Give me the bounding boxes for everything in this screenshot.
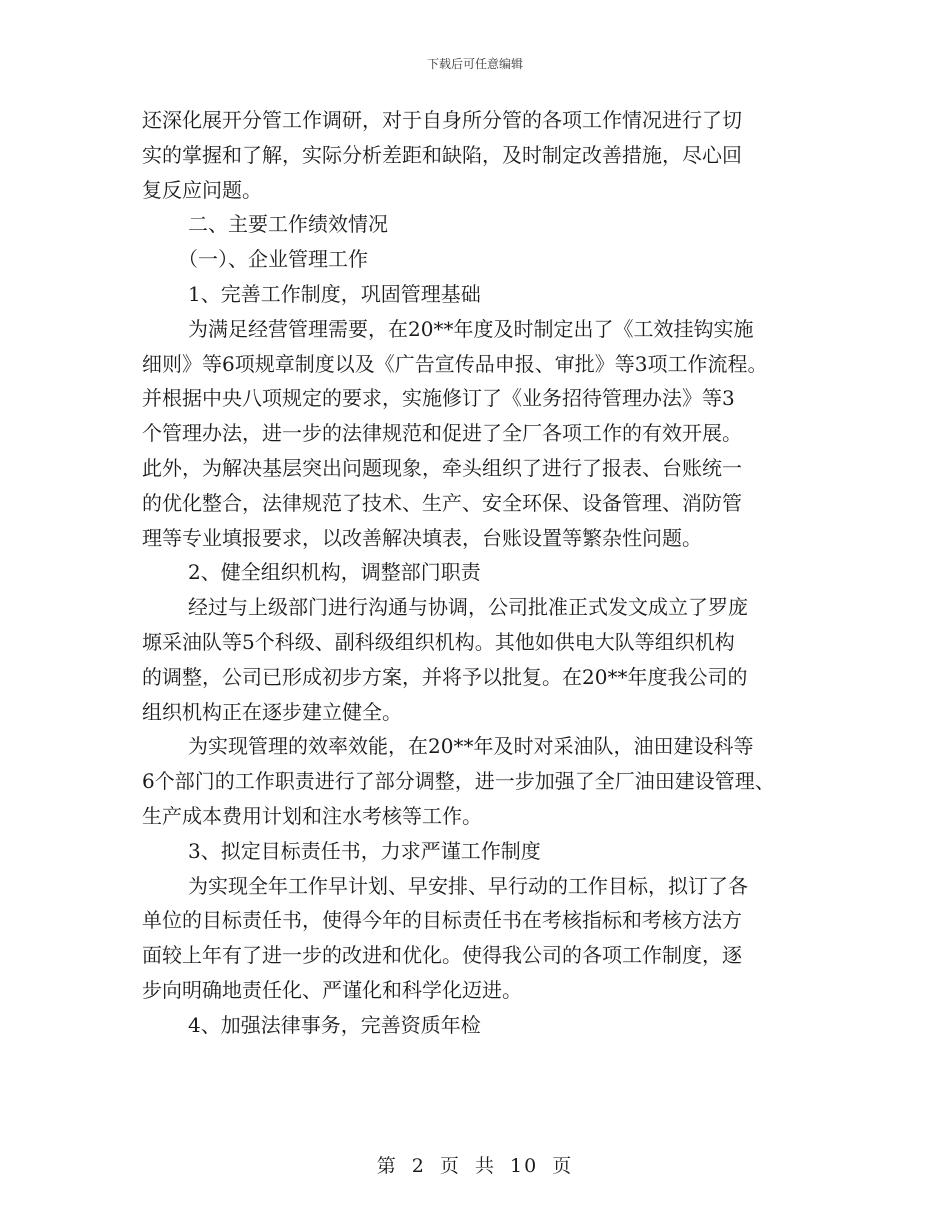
paragraph-line: 细则》等6项规章制度以及《广告宣传品申报、审批》等3项工作流程。: [142, 351, 768, 376]
subsection-heading: （一）、企业管理工作: [178, 247, 368, 272]
item-heading: 1、完善工作制度，巩固管理基础: [188, 281, 481, 306]
page-footer: [0, 1151, 950, 1178]
document-body: [142, 103, 842, 1043]
paragraph-line: 经过与上级部门进行沟通与协调，公司批准正式发文成立了罗庞: [188, 595, 748, 620]
footer-di: 第: [376, 1155, 398, 1177]
paragraph-line: 实的掌握和了解，实际分析差距和缺陷，及时制定改善措施，尽心回: [142, 142, 742, 167]
footer-gong: 共: [474, 1155, 496, 1177]
paragraph-line: 理等专业填报要求，以改善解决填表，台账设置等繁杂性问题。: [142, 525, 702, 550]
footer-ye: 页: [439, 1155, 461, 1177]
paragraph-line: 还深化展开分管工作调研，对于自身所分管的各项工作情况进行了切: [142, 108, 742, 132]
paragraph-line: 为满足经营管理需要，在20**年度及时制定出了《工效挂钩实施: [188, 316, 754, 341]
paragraph-line: 的优化整合，法律规范了技术、生产、安全环保、设备管理、消防管: [142, 490, 742, 515]
paragraph-line: 为实现全年工作早计划、早安排、早行动的工作目标，拟订了各: [188, 873, 748, 898]
paragraph-line: 的调整，公司已形成初步方案，并将予以批复。在20**年度我公司的: [142, 664, 748, 689]
footer-page-number: 2: [411, 1155, 426, 1177]
paragraph-line: 单位的目标责任书，使得今年的目标责任书在考核指标和考核方法方: [142, 908, 742, 933]
item-heading: 3、拟定目标责任书，力求严谨工作制度: [188, 838, 541, 863]
item-heading: 2、健全组织机构，调整部门职责: [188, 560, 481, 585]
paragraph-line: 并根据中央八项规定的要求，实施修订了《业务招待管理办法》等3: [142, 386, 735, 411]
paragraph-line: 此外，为解决基层突出问题现象，牵头组织了进行了报表、台账统一: [142, 455, 742, 480]
paragraph-line: 复反应问题。: [142, 177, 262, 202]
paragraph-line: 为实现管理的效率效能，在20**年及时对采油队，油田建设科等: [188, 734, 754, 759]
item-heading: 4、加强法律事务，完善资质年检: [188, 1012, 481, 1037]
footer-ye: 页: [552, 1155, 574, 1177]
paragraph-line: 组织机构正在逐步建立健全。: [142, 699, 402, 724]
section-heading: 二、主要工作绩效情况: [188, 212, 388, 237]
paragraph-line: 面较上年有了进一步的改进和优化。使得我公司的各项工作制度，逐: [142, 943, 742, 968]
paragraph-line: 步向明确地责任化、严谨化和科学化迈进。: [142, 977, 522, 1002]
paragraph-line: 个管理办法，进一步的法律规范和促进了全厂各项工作的有效开展。: [142, 421, 742, 446]
footer-total-pages: 10: [510, 1155, 539, 1177]
page-header-note: 下载后可任意编辑: [426, 57, 523, 71]
paragraph-line: 塬采油队等5个科级、副科级组织机构。其他如供电大队等组织机构: [142, 629, 735, 654]
paragraph-line: 生产成本费用计划和注水考核等工作。: [142, 803, 482, 828]
paragraph-line: 6个部门的工作职责进行了部分调整，进一步加强了全厂油田建设管理、: [142, 769, 775, 794]
